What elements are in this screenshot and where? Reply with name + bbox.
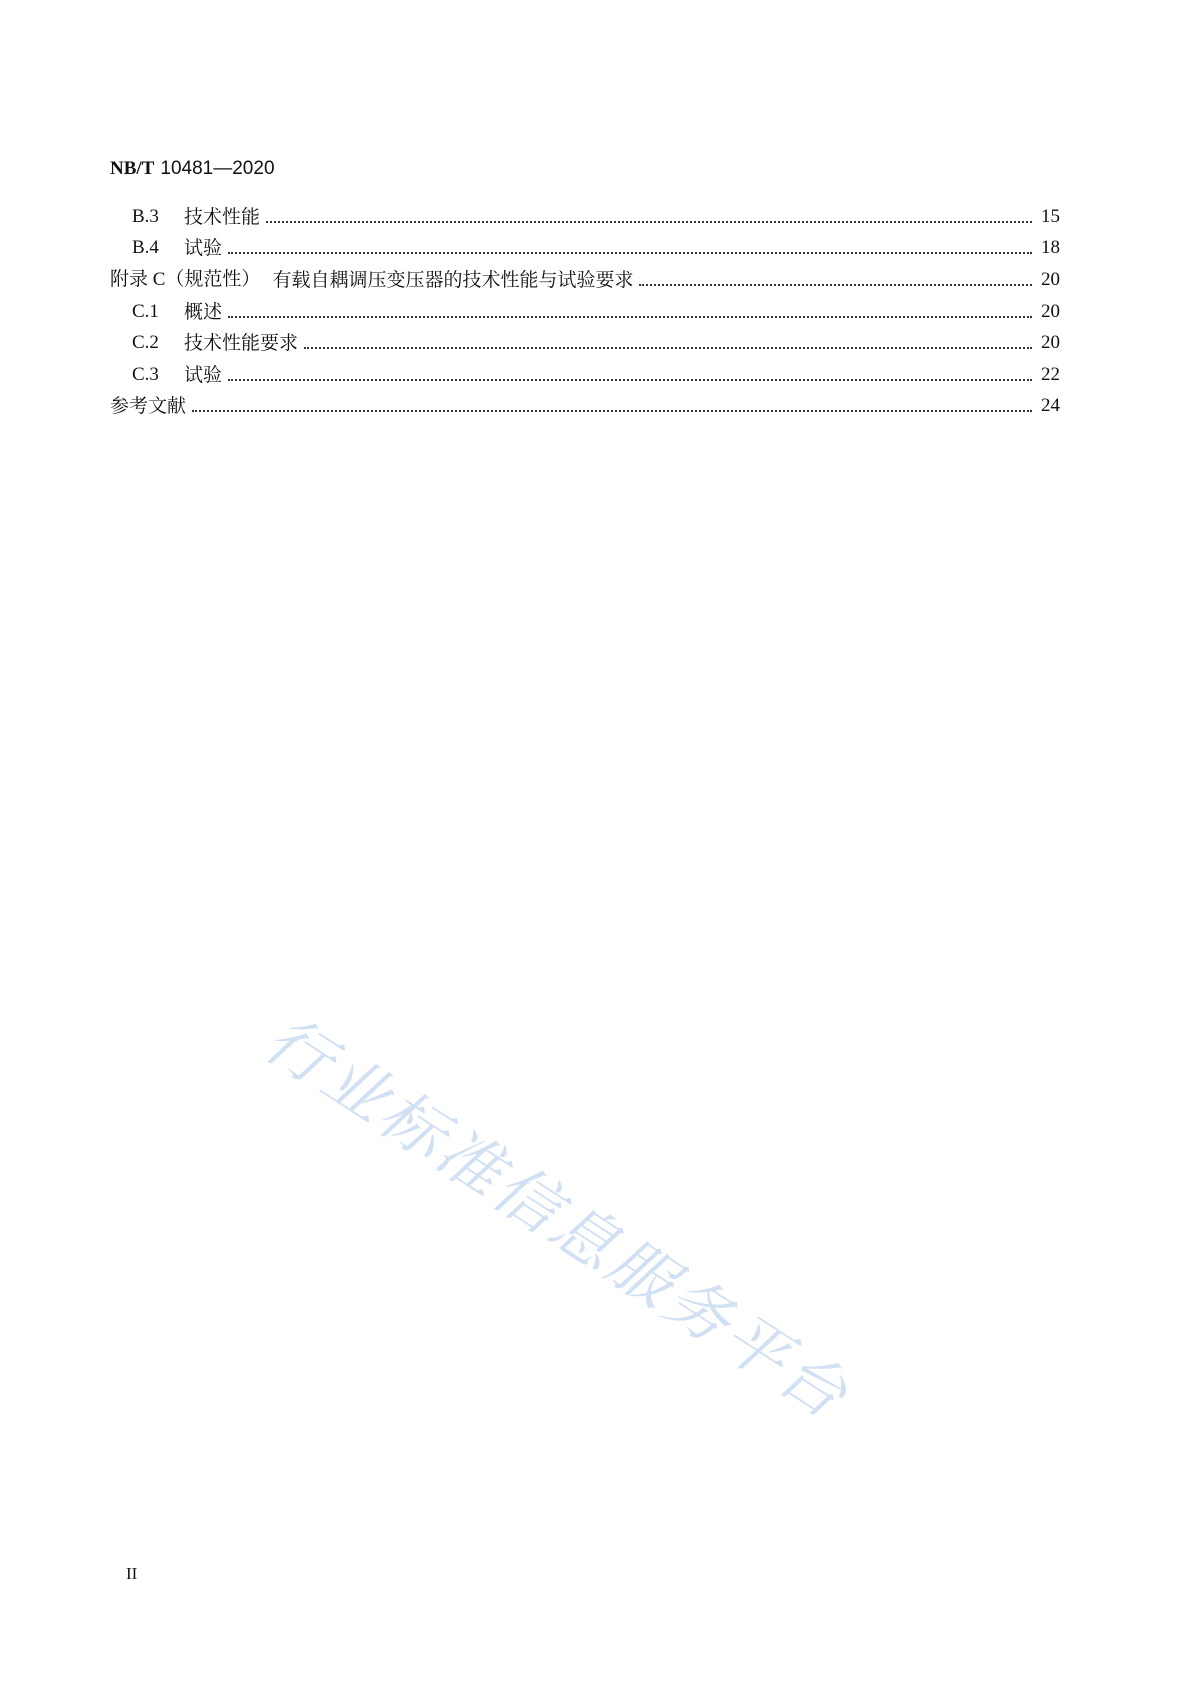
toc-entry-title: 技术性能 [184,205,261,228]
toc-entry-code: C.2 [132,332,159,354]
toc-entry-title: 试验 [184,363,223,386]
dot-leader [228,252,1032,254]
toc-entry-references[interactable] [110,391,1060,423]
toc-entry-code: B.4 [132,237,159,259]
toc-entry-title: 有载自耦调压变压器的技术性能与试验要求 [272,268,634,291]
toc-entry-c1[interactable] [110,296,1060,328]
toc-entry-code: C.1 [132,300,159,322]
dot-leader [228,316,1032,318]
toc-entry-c2[interactable] [110,327,1060,359]
toc-entry-page: 15 [1041,205,1060,227]
dot-leader [228,379,1032,381]
toc-entry-b3[interactable] [110,201,1060,233]
toc-entry-page: 20 [1041,268,1060,290]
standard-number: 10481—2020 [160,158,275,179]
toc-entry-title: 概述 [184,300,223,323]
document-header [110,157,275,180]
dot-leader [304,347,1032,349]
toc-entry-page: 24 [1041,395,1060,417]
toc-entry-page: 22 [1041,363,1060,385]
toc-entry-code: C.3 [132,363,159,385]
toc-entry-page: 18 [1041,237,1060,259]
toc-entry-page: 20 [1041,300,1060,322]
toc-entry-b4[interactable] [110,233,1060,265]
toc-entry-title: 技术性能要求 [184,332,299,355]
dot-leader [266,221,1032,223]
toc-entry-c3[interactable] [110,359,1060,391]
toc-entry-code: B.3 [132,205,159,227]
toc-entry-title: 参考文献 [110,395,187,418]
toc-entry-code: 附录 C（规范性） [110,268,261,290]
dot-leader [192,410,1032,412]
standard-prefix: NB/T [110,158,155,179]
toc-entry-title: 试验 [184,237,223,260]
watermark: 行业标准信息服务平台 [251,1002,863,1435]
page-number: II [126,1564,138,1583]
toc-entry-page: 20 [1041,332,1060,354]
toc-entry-appendix-c[interactable] [110,264,1060,296]
table-of-contents [110,201,1060,422]
dot-leader [639,284,1032,286]
